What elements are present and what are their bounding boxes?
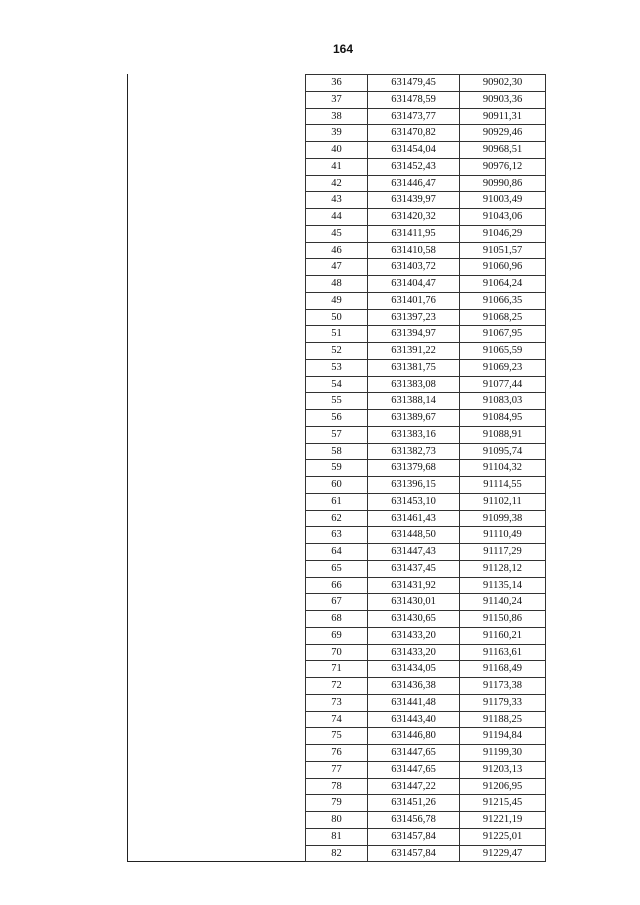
table-row [306,75,546,92]
table-row [306,209,546,226]
table-row [306,577,546,594]
table-row [306,326,546,343]
y-coordinate-cell: 91102,11 [460,493,546,510]
x-coordinate-cell: 631397,23 [368,309,460,326]
x-coordinate-cell: 631403,72 [368,259,460,276]
x-coordinate-cell: 631388,14 [368,393,460,410]
table-row [306,795,546,812]
y-coordinate-cell: 90903,36 [460,91,546,108]
y-coordinate-cell: 91173,38 [460,678,546,695]
y-coordinate-cell: 90976,12 [460,158,546,175]
table-row [306,544,546,561]
point-number-cell: 63 [306,527,368,544]
x-coordinate-cell: 631447,22 [368,778,460,795]
x-coordinate-cell: 631437,45 [368,560,460,577]
point-number-cell: 47 [306,259,368,276]
table-row [306,611,546,628]
point-number-cell: 78 [306,778,368,795]
point-number-cell: 72 [306,678,368,695]
point-number-cell: 51 [306,326,368,343]
x-coordinate-cell: 631461,43 [368,510,460,527]
point-number-cell: 73 [306,694,368,711]
point-number-cell: 40 [306,142,368,159]
point-number-cell: 80 [306,812,368,829]
y-coordinate-cell: 91203,13 [460,761,546,778]
x-coordinate-cell: 631404,47 [368,276,460,293]
y-coordinate-cell: 91104,32 [460,460,546,477]
y-coordinate-cell: 91163,61 [460,644,546,661]
table-row [306,728,546,745]
y-coordinate-cell: 91068,25 [460,309,546,326]
x-coordinate-cell: 631411,95 [368,225,460,242]
x-coordinate-cell: 631457,84 [368,828,460,845]
table-row [306,828,546,845]
point-number-cell: 45 [306,225,368,242]
x-coordinate-cell: 631436,38 [368,678,460,695]
table-row [306,410,546,427]
y-coordinate-cell: 91067,95 [460,326,546,343]
table-row [306,560,546,577]
y-coordinate-cell: 90911,31 [460,108,546,125]
table-row [306,778,546,795]
point-number-cell: 62 [306,510,368,527]
table-row [306,192,546,209]
x-coordinate-cell: 631382,73 [368,443,460,460]
point-number-cell: 38 [306,108,368,125]
y-coordinate-cell: 91117,29 [460,544,546,561]
x-coordinate-cell: 631430,01 [368,594,460,611]
x-coordinate-cell: 631410,58 [368,242,460,259]
y-coordinate-cell: 91140,24 [460,594,546,611]
x-coordinate-cell: 631470,82 [368,125,460,142]
y-coordinate-cell: 91199,30 [460,745,546,762]
x-coordinate-cell: 631379,68 [368,460,460,477]
x-coordinate-cell: 631448,50 [368,527,460,544]
merged-description-cell [127,74,306,862]
x-coordinate-cell: 631478,59 [368,91,460,108]
x-coordinate-cell: 631443,40 [368,711,460,728]
y-coordinate-cell: 91043,06 [460,209,546,226]
x-coordinate-cell: 631433,20 [368,627,460,644]
coordinates-table-body [306,75,546,862]
table-row [306,393,546,410]
point-number-cell: 66 [306,577,368,594]
point-number-cell: 37 [306,91,368,108]
y-coordinate-cell: 91225,01 [460,828,546,845]
table-row [306,761,546,778]
table-row [306,644,546,661]
point-number-cell: 59 [306,460,368,477]
y-coordinate-cell: 91206,95 [460,778,546,795]
table-row [306,359,546,376]
y-coordinate-cell: 91064,24 [460,276,546,293]
y-coordinate-cell: 91114,55 [460,477,546,494]
y-coordinate-cell: 91051,57 [460,242,546,259]
x-coordinate-cell: 631401,76 [368,292,460,309]
x-coordinate-cell: 631441,48 [368,694,460,711]
point-number-cell: 49 [306,292,368,309]
page-number-text: 164 [333,42,354,56]
x-coordinate-cell: 631454,04 [368,142,460,159]
x-coordinate-cell: 631446,47 [368,175,460,192]
y-coordinate-cell: 91069,23 [460,359,546,376]
x-coordinate-cell: 631451,26 [368,795,460,812]
y-coordinate-cell: 91088,91 [460,426,546,443]
y-coordinate-cell: 91160,21 [460,627,546,644]
table-row [306,376,546,393]
y-coordinate-cell: 91150,86 [460,611,546,628]
y-coordinate-cell: 91215,45 [460,795,546,812]
table-row [306,142,546,159]
coordinates-table-wrap [127,74,545,863]
x-coordinate-cell: 631383,16 [368,426,460,443]
x-coordinate-cell: 631420,32 [368,209,460,226]
y-coordinate-cell: 90990,86 [460,175,546,192]
table-row [306,694,546,711]
table-row [306,627,546,644]
x-coordinate-cell: 631389,67 [368,410,460,427]
point-number-cell: 69 [306,627,368,644]
table-row [306,125,546,142]
point-number-cell: 74 [306,711,368,728]
x-coordinate-cell: 631383,08 [368,376,460,393]
table-row [306,845,546,862]
point-number-cell: 61 [306,493,368,510]
point-number-cell: 79 [306,795,368,812]
point-number-cell: 82 [306,845,368,862]
point-number-cell: 71 [306,661,368,678]
y-coordinate-cell: 91110,49 [460,527,546,544]
point-number-cell: 52 [306,343,368,360]
y-coordinate-cell: 91188,25 [460,711,546,728]
x-coordinate-cell: 631391,22 [368,343,460,360]
point-number-cell: 65 [306,560,368,577]
x-coordinate-cell: 631431,92 [368,577,460,594]
point-number-cell: 43 [306,192,368,209]
y-coordinate-cell: 91179,33 [460,694,546,711]
table-row [306,108,546,125]
x-coordinate-cell: 631473,77 [368,108,460,125]
y-coordinate-cell: 91221,19 [460,812,546,829]
x-coordinate-cell: 631452,43 [368,158,460,175]
y-coordinate-cell: 90929,46 [460,125,546,142]
point-number-cell: 46 [306,242,368,259]
y-coordinate-cell: 91065,59 [460,343,546,360]
point-number-cell: 56 [306,410,368,427]
y-coordinate-cell: 91128,12 [460,560,546,577]
y-coordinate-cell: 91083,03 [460,393,546,410]
x-coordinate-cell: 631430,65 [368,611,460,628]
table-row [306,460,546,477]
x-coordinate-cell: 631381,75 [368,359,460,376]
y-coordinate-cell: 91229,47 [460,845,546,862]
point-number-cell: 77 [306,761,368,778]
point-number-cell: 39 [306,125,368,142]
table-row [306,745,546,762]
y-coordinate-cell: 91060,96 [460,259,546,276]
point-number-cell: 64 [306,544,368,561]
point-number-cell: 55 [306,393,368,410]
y-coordinate-cell: 90902,30 [460,75,546,92]
x-coordinate-cell: 631394,97 [368,326,460,343]
point-number-cell: 67 [306,594,368,611]
x-coordinate-cell: 631434,05 [368,661,460,678]
x-coordinate-cell: 631396,15 [368,477,460,494]
table-row [306,477,546,494]
y-coordinate-cell: 91168,49 [460,661,546,678]
point-number-cell: 76 [306,745,368,762]
y-coordinate-cell: 91046,29 [460,225,546,242]
x-coordinate-cell: 631447,43 [368,544,460,561]
point-number-cell: 48 [306,276,368,293]
table-row [306,711,546,728]
table-row [306,594,546,611]
table-row [306,259,546,276]
point-number-cell: 41 [306,158,368,175]
table-row [306,343,546,360]
table-row [306,292,546,309]
point-number-cell: 50 [306,309,368,326]
table-row [306,309,546,326]
point-number-cell: 54 [306,376,368,393]
point-number-cell: 36 [306,75,368,92]
point-number-cell: 75 [306,728,368,745]
x-coordinate-cell: 631456,78 [368,812,460,829]
y-coordinate-cell: 91077,44 [460,376,546,393]
table-row [306,158,546,175]
point-number-cell: 53 [306,359,368,376]
table-row [306,91,546,108]
table-row [306,678,546,695]
x-coordinate-cell: 631439,97 [368,192,460,209]
table-row [306,510,546,527]
point-number-cell: 44 [306,209,368,226]
table-row [306,426,546,443]
point-number-cell: 58 [306,443,368,460]
y-coordinate-cell: 91003,49 [460,192,546,209]
y-coordinate-cell: 91135,14 [460,577,546,594]
table-row [306,443,546,460]
x-coordinate-cell: 631447,65 [368,745,460,762]
y-coordinate-cell: 91066,35 [460,292,546,309]
point-number-cell: 68 [306,611,368,628]
table-row [306,225,546,242]
coordinates-table [305,74,546,862]
point-number-cell: 60 [306,477,368,494]
x-coordinate-cell: 631447,65 [368,761,460,778]
point-number-cell: 81 [306,828,368,845]
point-number-cell: 70 [306,644,368,661]
table-row [306,242,546,259]
table-row [306,493,546,510]
table-row [306,812,546,829]
y-coordinate-cell: 91084,95 [460,410,546,427]
point-number-cell: 57 [306,426,368,443]
x-coordinate-cell: 631453,10 [368,493,460,510]
x-coordinate-cell: 631446,80 [368,728,460,745]
table-row [306,175,546,192]
x-coordinate-cell: 631479,45 [368,75,460,92]
y-coordinate-cell: 91194,84 [460,728,546,745]
y-coordinate-cell: 91095,74 [460,443,546,460]
y-coordinate-cell: 91099,38 [460,510,546,527]
point-number-cell: 42 [306,175,368,192]
x-coordinate-cell: 631457,84 [368,845,460,862]
table-row [306,527,546,544]
x-coordinate-cell: 631433,20 [368,644,460,661]
table-row [306,661,546,678]
table-row [306,276,546,293]
y-coordinate-cell: 90968,51 [460,142,546,159]
